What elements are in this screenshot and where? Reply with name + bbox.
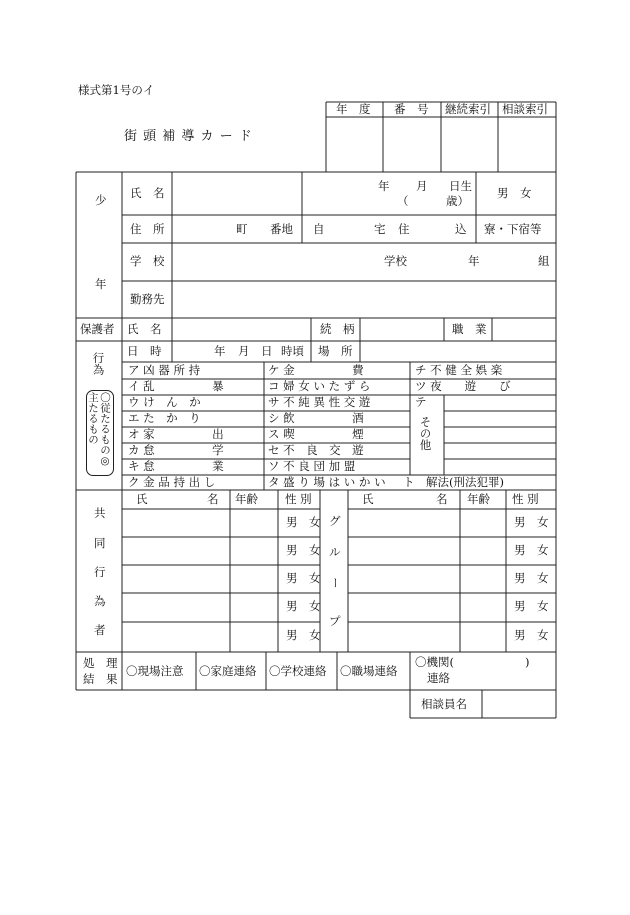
- joint-sex-l1: 男 女: [286, 515, 321, 529]
- birth-month: 月: [416, 179, 428, 193]
- dorm: 寮・下宿等: [484, 222, 542, 236]
- act-ku: ク 金 品 持 出 し: [128, 475, 216, 489]
- joint-header-surname-2: 氏: [362, 492, 374, 506]
- residence-2: 宅: [374, 222, 386, 236]
- joint-sex-l4: 男 女: [286, 599, 321, 613]
- joint-sex-r2: 男 女: [514, 543, 549, 557]
- joint-header-name: 名: [207, 492, 219, 506]
- group-label-4: プ: [329, 614, 341, 628]
- joint-label-2: 同: [94, 536, 106, 550]
- act-sa: サ 不 純 異 性 交 遊: [268, 395, 371, 409]
- school-label: 学 校: [130, 254, 165, 268]
- joint-sex-r4: 男 女: [514, 599, 549, 613]
- joint-sex-r3: 男 女: [514, 571, 549, 585]
- juvenile-label-top: 少: [95, 193, 107, 207]
- act-ka: カ 怠 学: [128, 443, 224, 457]
- group-label-3: ー: [328, 577, 343, 589]
- datetime-hour: 時頃: [281, 344, 304, 358]
- datetime-label: 日 時: [127, 344, 162, 358]
- disposal-onsite: 〇現場注意: [126, 664, 184, 678]
- joint-label-3: 行: [94, 565, 106, 579]
- act-ta: タ 盛 り 場 は い か い: [268, 475, 386, 489]
- residence-3: 住: [398, 222, 410, 236]
- act-ki: キ 怠 業: [128, 459, 224, 473]
- joint-header-name-2: 名: [436, 492, 448, 506]
- residence-4: 込: [455, 222, 467, 236]
- joint-label-1: 共: [94, 506, 106, 520]
- joint-header-age: 年齢: [235, 492, 258, 506]
- counselor-label: 相談員名: [421, 697, 467, 711]
- header-number: 番 号: [394, 102, 429, 116]
- group-label-1: グ: [329, 514, 341, 528]
- act-so: ソ 不 良 団 加 盟: [268, 459, 356, 473]
- guardian-label: 保護者: [80, 322, 115, 336]
- datetime-month: 月: [238, 344, 250, 358]
- joint-sex-l3: 男 女: [286, 571, 321, 585]
- behavior-note: 〇従たるもの◎主たるもの: [86, 392, 111, 467]
- form-id: 様式第1号のイ: [78, 83, 155, 97]
- act-chi: チ 不 健 全 娯 楽: [415, 363, 503, 377]
- disposal-family: 〇家庭連絡: [199, 664, 257, 678]
- act-i: イ 乱 暴: [128, 379, 224, 393]
- act-ko: コ 婦 女 い た ず ら: [268, 379, 371, 393]
- datetime-day: 日: [261, 344, 273, 358]
- birth-day: 日生: [449, 179, 472, 193]
- act-ke: ケ 金 費: [268, 363, 364, 377]
- act-te: テ: [415, 395, 427, 409]
- grade-suffix: 年: [468, 254, 480, 268]
- guardian-relation: 続 柄: [320, 322, 355, 336]
- act-a: ア 凶 器 所 持: [128, 363, 201, 377]
- act-to: ト 解法(刑法犯罪): [403, 475, 504, 489]
- joint-sex-r5: 男 女: [514, 628, 549, 642]
- disposal-label-2: 結 果: [83, 672, 118, 686]
- form-title: 街 頭 補 導 カ ー ド: [124, 129, 253, 144]
- school-suffix: 学校: [384, 254, 407, 268]
- disposal-agency-close: ): [525, 655, 530, 669]
- age-close: 歳）: [446, 194, 469, 208]
- age-open: （: [397, 194, 409, 208]
- behavior-label: 行為: [91, 352, 106, 375]
- class-suffix: 組: [538, 254, 550, 268]
- joint-sex-l2: 男 女: [286, 543, 321, 557]
- act-e: エ た か り: [128, 411, 201, 425]
- address-town: 町: [236, 222, 248, 236]
- header-consultation-index: 相談索引: [502, 102, 548, 116]
- header-continuation-index: 継続索引: [445, 102, 491, 116]
- disposal-agency: 〇機関(: [415, 655, 454, 669]
- address-banchi: 番地: [270, 222, 293, 236]
- work-label: 勤務先: [130, 292, 165, 306]
- disposal-school: 〇学校連絡: [269, 664, 327, 678]
- datetime-year: 年: [214, 344, 226, 358]
- joint-label-4: 為: [94, 594, 106, 608]
- disposal-contact: 連絡: [427, 671, 450, 685]
- joint-label-5: 者: [94, 623, 106, 637]
- juvenile-sex: 男 女: [497, 186, 532, 200]
- act-u: ウ け ん か: [128, 395, 201, 409]
- joint-header-surname: 氏: [136, 492, 148, 506]
- disposal-label-1: 処 理: [83, 656, 118, 670]
- joint-sex-r1: 男 女: [514, 515, 549, 529]
- guardian-name-label: 氏 名: [127, 322, 162, 336]
- joint-header-sex: 性 別: [285, 492, 312, 506]
- disposal-workplace: 〇職場連絡: [340, 664, 398, 678]
- residence-1: 自: [313, 222, 325, 236]
- act-shi: シ 飲 酒: [268, 411, 364, 425]
- name-label: 氏 名: [130, 186, 165, 200]
- act-tsu: ツ 夜 遊 び: [415, 379, 511, 393]
- guardian-occupation: 職 業: [452, 322, 487, 336]
- header-year: 年 度: [336, 102, 371, 116]
- birth-year: 年: [378, 179, 390, 193]
- place-label: 場 所: [318, 344, 353, 358]
- act-o: オ 家 出: [128, 427, 224, 441]
- address-label: 住 所: [130, 222, 165, 236]
- act-su: ス 喫 煙: [268, 427, 364, 441]
- act-se: セ 不 良 交 遊: [268, 443, 364, 457]
- juvenile-label-bottom: 年: [95, 277, 107, 291]
- group-label-2: ル: [329, 545, 341, 559]
- act-other: その他: [418, 416, 433, 451]
- joint-header-sex-2: 性 別: [512, 492, 539, 506]
- joint-header-age-2: 年齢: [467, 492, 490, 506]
- joint-sex-l5: 男 女: [286, 628, 321, 642]
